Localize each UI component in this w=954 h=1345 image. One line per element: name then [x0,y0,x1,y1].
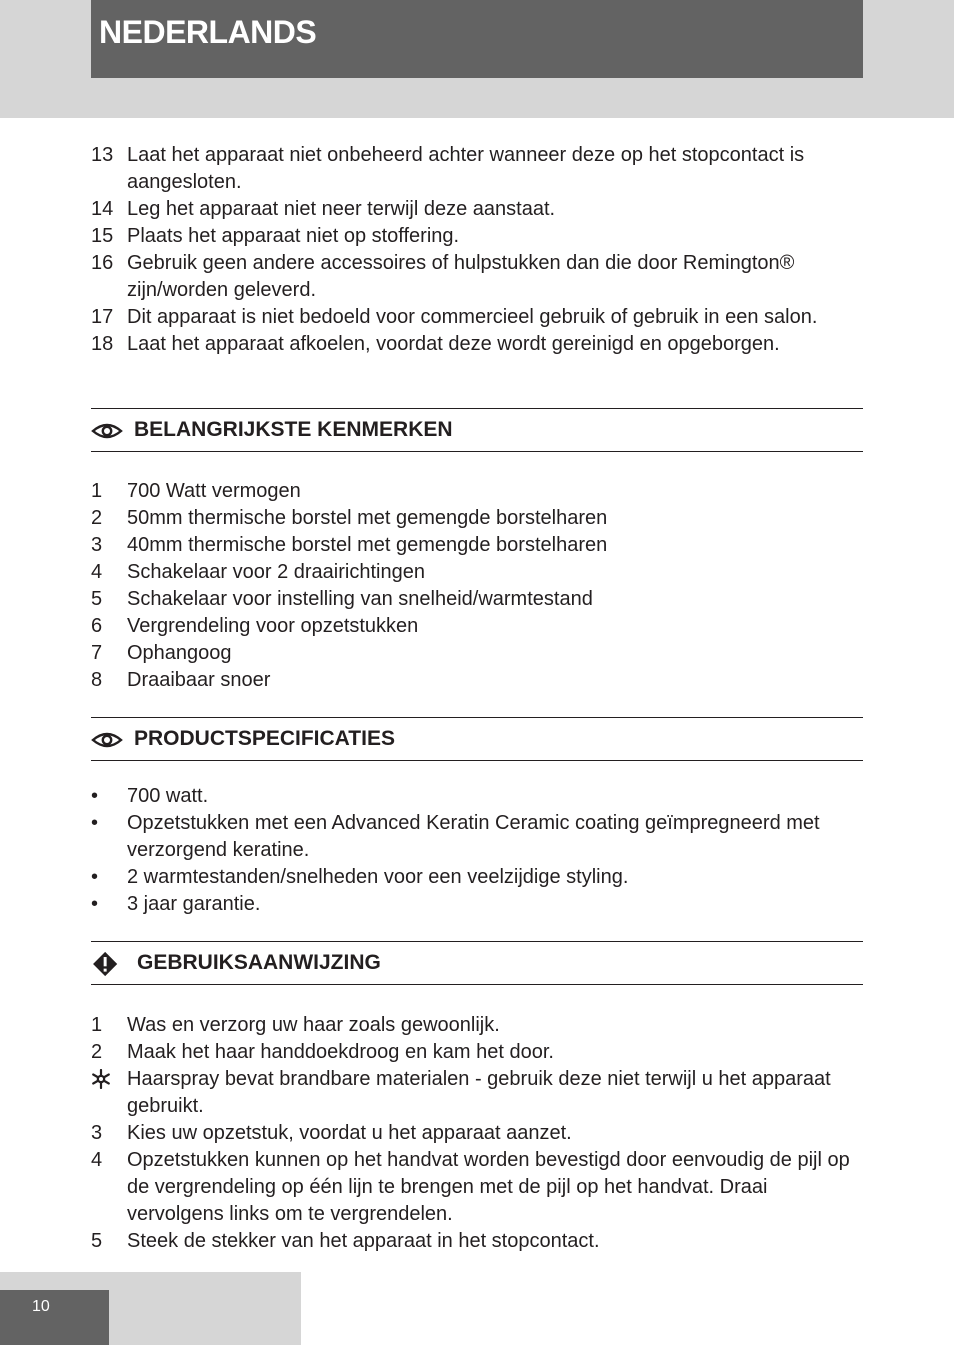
item-text: Steek de stekker van het apparaat in het stopcontact. [127,1230,600,1252]
usage-list [91,1012,863,1255]
item-number: 6 [91,615,103,637]
item-number: 15 [91,225,114,247]
list-item [91,142,863,196]
bullet-item [91,891,863,918]
hazard-star-icon [91,1069,111,1089]
list-item [91,304,863,331]
item-number: 5 [91,1230,103,1252]
item-text: 2 warmtestanden/snelheden voor een veelzijdige styling. [127,866,629,888]
item-text: Vergrendeling voor opzetstukken [127,615,419,637]
item-text: Gebruik geen andere accessoires of hulpstukken dan die door Remington® zijn/worden geleverd. [127,252,795,301]
item-text: Kies uw opzetstuk, voordat u het apparaat aanzet. [127,1122,572,1144]
item-text: Laat het apparaat niet onbeheerd achter wanneer deze op het stopcontact is aangesloten. [127,144,805,193]
list-item [91,250,863,304]
list-item [91,640,863,667]
specs-heading: PRODUCTSPECIFICATIES [134,727,395,750]
list-item [91,1120,863,1147]
features-section-header [91,408,863,452]
item-text: 3 jaar garantie. [127,893,261,915]
page-number-box [0,1290,109,1345]
features-list [91,478,863,694]
item-number: 13 [91,144,114,166]
item-text: Haarspray bevat brandbare materialen - gebruik deze niet terwijl u het apparaat gebruikt. [127,1068,831,1117]
item-text: 50mm thermische borstel met gemengde borstelharen [127,507,608,529]
item-number: 1 [91,1014,103,1036]
item-text: Opzetstukken met een Advanced Keratin Ceramic coating geïmpregneerd met verzorgend keratine. [127,812,820,861]
item-number: 5 [91,588,103,610]
item-text: Ophangoog [127,642,232,664]
item-number: 3 [91,1122,103,1144]
bullet: • [91,893,99,915]
list-item [91,1147,863,1228]
item-text: 40mm thermische borstel met gemengde borstelharen [127,534,608,556]
usage-heading: GEBRUIKSAANWIJZING [137,951,381,974]
safety-list [91,142,863,358]
item-number: 16 [91,252,114,274]
item-text: Dit apparaat is niet bedoeld voor commercieel gebruik of gebruik in een salon. [127,306,818,328]
bullet: • [91,866,99,888]
title-bar [91,0,863,78]
list-item [91,331,863,358]
item-text: Maak het haar handdoekdroog en kam het door. [127,1041,554,1063]
list-item [91,505,863,532]
bullet-item [91,783,863,810]
page-number: 10 [32,1298,50,1315]
list-item [91,478,863,505]
item-number: 3 [91,534,103,556]
item-text: Draaibaar snoer [127,669,271,691]
list-item [91,1012,863,1039]
list-item [91,667,863,694]
bullet: • [91,785,99,807]
eye-icon [91,421,123,441]
item-number: 2 [91,507,103,529]
features-heading: BELANGRIJKSTE KENMERKEN [134,418,453,441]
list-item [91,223,863,250]
bullet: • [91,812,99,834]
warning-diamond-icon [91,951,123,977]
item-number: 4 [91,561,103,583]
usage-section-header [91,941,863,985]
eye-icon [91,730,123,750]
page-title: NEDERLANDS [99,14,317,50]
bullet-item [91,810,863,864]
item-text: Leg het apparaat niet neer terwijl deze aanstaat. [127,198,556,220]
warning-item [91,1066,863,1120]
item-text: 700 Watt vermogen [127,480,301,502]
item-number: 4 [91,1149,103,1171]
list-item [91,586,863,613]
item-number: 17 [91,306,114,328]
list-item [91,1228,863,1255]
bullet-item [91,864,863,891]
list-item [91,613,863,640]
item-number: 1 [91,480,103,502]
specs-list [91,783,863,918]
item-text: Plaats het apparaat niet op stoffering. [127,225,460,247]
item-number: 8 [91,669,103,691]
list-item [91,1039,863,1066]
list-item [91,559,863,586]
item-text: 700 watt. [127,785,209,807]
item-text: Laat het apparaat afkoelen, voordat deze wordt gereinigd en opgeborgen. [127,333,780,355]
item-number: 14 [91,198,114,220]
list-item [91,532,863,559]
specs-section-header [91,717,863,761]
item-number: 18 [91,333,114,355]
item-text: Schakelaar voor instelling van snelheid/warmtestand [127,588,593,610]
item-text: Schakelaar voor 2 draairichtingen [127,561,425,583]
item-number: 7 [91,642,103,664]
item-number: 2 [91,1041,103,1063]
item-text: Was en verzorg uw haar zoals gewoonlijk. [127,1014,500,1036]
item-text: Opzetstukken kunnen op het handvat worden bevestigd door eenvoudig de pijl op de vergrendeling op één lijn te brengen met de pijl op het handvat. Draai vervolgens links om te vergrendelen. [127,1149,850,1225]
list-item [91,196,863,223]
